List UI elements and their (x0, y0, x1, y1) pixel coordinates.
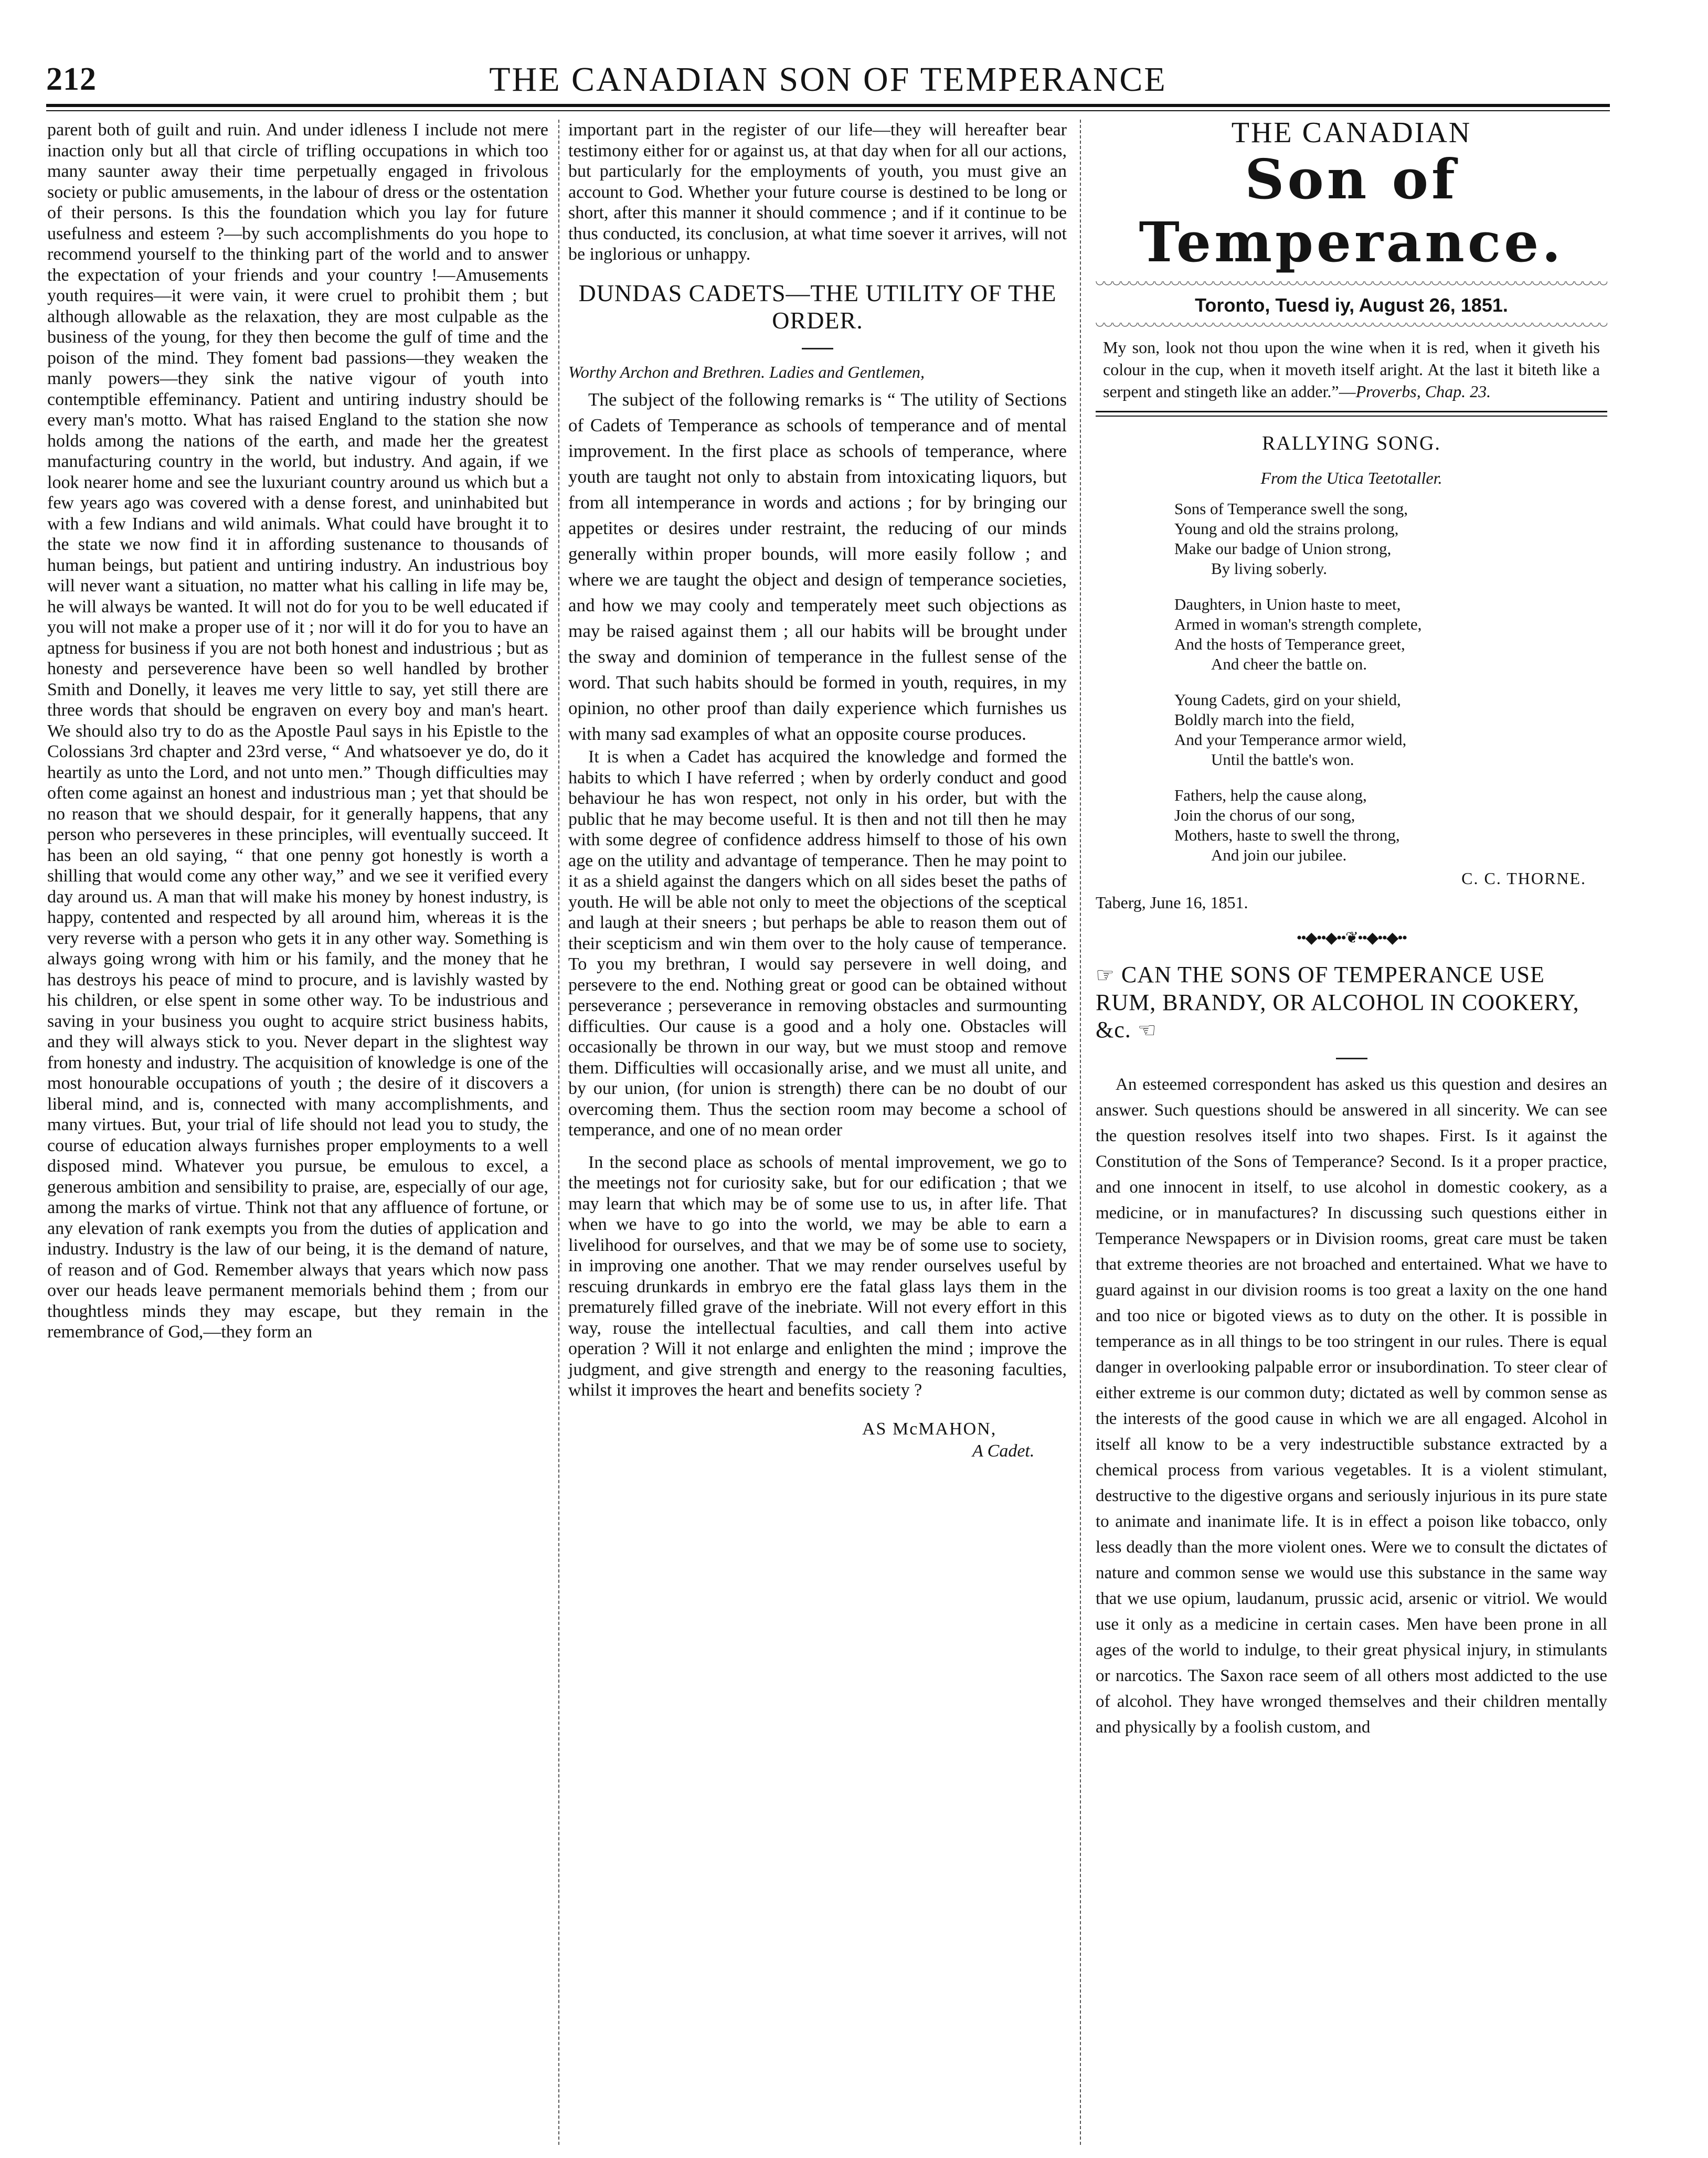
poem-stanza (1174, 499, 1607, 579)
poem-stanza (1174, 690, 1607, 770)
article-paragraph: In the second place as schools of mental improvement, we go to the meetings not for curiosity sake, but for our edification ; that we may learn that which may be of some use to us, in after life. That when we have to go into the world, we may be able to earn a livelihood for ourselves, and that we may be of some use to society, in improving one another. That we may render ourselves useful by rescuing drunkards in embryo ere the fatal glass lays them in the prematurely filled grave of the inebriate. Will not every effort in this way, rouse the intellectual faculties, and call them into active operation ? Will it not enlarge and enlighten the mind ; improve the judgment, and give strength and energy to the reasoning faculties, whilst it improves the heart and benefits society ? (568, 1152, 1067, 1400)
poem-line: And the hosts of Temperance greet, (1174, 635, 1405, 653)
article-text: parent both of guilt and ruin. And under idleness I include not mere inaction only but all that circle of trifling occupations in which too many saunter away their time perpetually engaged in frivolous society or public amusements, in the labour of dress or the ostentation of their persons. Is this the foundation which you lay for future usefulness and esteem ?—by such accomplishments do you hope to recommend yourself to the thinking part of the world and to answer the expectation of your friends and your country !—Amusements youth requires—it were vain, it were cruel to prohibit them ; but although allowable as the relaxation, they are most culpable as the business of the young, for they then become the gulf of time and the poison of the mind. They foment bad passions—they weaken the manly powers—they sink the native vigour of youth into contemptible effeminancy. Patient and untiring industry should be every man's motto. What has raised England to the station she now holds among the nations of the earth, and made her the greatest manufacturing country in the world, but industry. And again, if we look nearer home and see the luxuriant country around us which but a few years ago was covered with a dense forest, and uninhabited but with a few Indians and wild animals. What could have brought it to the state we now find it in affording sustenance to thousands of human beings, but patient and untiring industry. An industrious boy will never want a situation, no matter what his calling in life may be, he will always be wanted. It will not do for you to be well educated if you will not make a proper use of it ; nor will it do for you to have an aptness for business if you are not both honest and industrious ; but as honesty and perseverence have been so well handled by brother Smith and Donelly, it leaves me very little to say, yet still there are three words that should be engraven on every boy and man's heart. We should also try to do as the Apostle Paul says in his Epistle to the Colossians 3rd chapter and 23rd verse, “ And whatsoever ye do, do it heartily as unto the Lord, and not unto men.” Though difficulties may often come against an honest and industrious man ; yet that should be no reason that we should despair, for it generally happens, that any person who perseveres in these principles, will eventually succeed. It has been an old saying, “ that one penny got honestly is worth a shilling that would come any other way,” and we see it verified every day around us. A man that will make his money by honest industry, is happy, contented and respected by all around him, whereas it is the very reverse with a person who gets it in any other way. Something is always going wrong with him or his family, and the money that he has destroys his peace of mind to procure, and is lavishly wasted by his children, or else spent in some other way. To be industrious and saving in your business you ought to acquire strict business habits, and they will always stick to you. Never depart in the slightest way from honesty and industry. The acquisition of knowledge is one of the most honourable occupations of youth ; the desire of it discovers a liberal mind, and is, connected with many accomplishments, and many virtues. But, your trial of life should not lead you to study, the course of education always furnishes proper employments to a well disposed mind. Whatever you pursue, be emulous to excel, a generous ambition and sensibility to praise, are, especially of our age, among the marks of virtue. Think not that any affluence of fortune, or any elevation of rank exempts you from the duties of application and industry. Industry is the law of our being, it is the demand of nature, of reason and of God. Remember always that years which now pass over our heads leave permanent memorials behind them ; from our thoughtless minds they may escape, but they remain in the remembrance of God,—they form an (47, 120, 548, 1342)
masthead-top: THE CANADIAN (1231, 116, 1472, 149)
poem-line: By living soberly. (1211, 559, 1328, 578)
article-paragraph: The subject of the following remarks is “ The utility of Sections of Cadets of Temperance as schools of temperance and of mental improvement. In the first place as schools of temperance, where youth are taught not only to abstain from intoxicating liquors, but from all intemperance in words and actions ; for by bringing our appetites or desires under restraint, the reducing of our minds generally within proper bounds, will more easily follow ; and where we are taught the object and design of temperance societies, and how we may cooly and temperately meet such objections as may be raised against them ; all our habits will be brought under the sway and dominion of temperance in the fullest sense of the word. That such habits should be formed in youth, requires, in my opinion, no other proof than daily experience which furnishes us with many sad examples of what an opposite course produces. (568, 389, 1067, 744)
salutation: Worthy Archon and Brethren. Ladies and Gentlemen, (568, 362, 925, 381)
poem-line: Join the chorus of our song, (1174, 806, 1355, 824)
poem-title: RALLYING SONG. (1262, 432, 1441, 454)
poem-author: C. C. THORNE. (1461, 869, 1586, 888)
poem-stanza (1174, 594, 1607, 674)
column-divider (1080, 120, 1081, 2145)
article-headline (1096, 961, 1607, 1044)
poem-line: Armed in woman's strength complete, (1174, 615, 1422, 633)
header-rule (46, 104, 1610, 107)
poem-line: Mothers, haste to swell the throng, (1174, 826, 1400, 844)
poem-line: Young Cadets, gird on your shield, (1174, 690, 1401, 709)
headline-rule (1336, 1058, 1367, 1059)
column-3 (1096, 116, 1607, 1740)
poem-place-date: Taberg, June 16, 1851. (1096, 892, 1248, 912)
page-header (46, 57, 1610, 104)
poem-line: Fathers, help the cause along, (1174, 786, 1367, 804)
masthead-title: Son of Temperance. (1139, 146, 1564, 274)
page-number: 212 (46, 61, 97, 97)
article-body: An esteemed correspondent has asked us this question and desires an answer. Such questions should be answered in all sincerity. We can see the question resolves itself into two shapes. First. Is it against the Constitution of the Sons of Temperance? Second. Is it a proper practice, and one innocent in itself, to use alcohol in domestic cookery, as a medicine, or in manufactures? In discussing such questions either in Temperance Newspapers or in Division rooms, great care must be taken that extreme theories are not broached and entertained. What we have to guard against in our division rooms is too great a laxity on the one hand and too nice or bigoted views as to duty on the other. It is possible in temperance as in all things to be too stringent in our rules. There is equal danger in overlooking palpable error or insubordination. To steer clear of either extreme is our common duty; dictated as well by common sense as the interests of the good cause in which we are all engaged. Alcohol in itself all know to be a very indestructible substance extracted by a chemical process from various vegetables. It is a violent stimulant, destructive to the digestive organs and seriously injurious in its pure state to animate and inanimate life. It is in effect a poison like tobacco, only less deadly than the more violent ones. Were we to consult the dictates of nature and common sense we would use this substance in the same way that we use opium, laudanum, prussic acid, arsenic or vitriol. We would use it only as a medicine in certain cases. Men have been prone in all ages of the world to indulge, to their great physical injury, in stimulants or narcotics. The Saxon race seem of all others most addicted to the use of alcohol. They have wronged themselves and their children mentally and physically by a foolish custom, and (1096, 1075, 1607, 1737)
article-paragraph: It is when a Cadet has acquired the knowledge and formed the habits to which I have referred ; when by orderly conduct and good behaviour he has won respect, not only in his order, but with the public that he may become useful. It is then and not till then he may with some degree of confidence address himself to those of his own age on the utility and advantage of temperance. Then he may point to it as a shield against the dangers which on all sides beset the paths of youth. He will be able not only to meet the objections of the sceptical and laugh at their sneers ; but perhaps be able to reason them out of their scepticism and win them over to the holy cause of temperance. To you my brethran, I would say persevere in well doing, and persevere to the end. Nothing great or good can be obtained without perseverance ; perseverance in removing obstacles and surmounting difficulties. Our cause is a good and a holy one. Obstacles will occasionally be thrown in our way, but we must stoop and remove them. Difficulties will occasionally arise, and we must all unite, and by our union, (for union is strength) there can be no doubt of our overcoming them. Thus the section room may become a school of temperance, and one of no mean order (568, 747, 1067, 1140)
poem-source: From the Utica Teetotaller. (1260, 468, 1442, 487)
column-1 (47, 120, 548, 1343)
poem-line: And join our jubilee. (1211, 846, 1347, 864)
epigraph-source: Proverbs, Chap. 23. (1355, 382, 1491, 401)
poem-line: Boldly march into the field, (1174, 710, 1355, 729)
signature (568, 1419, 1067, 1471)
article-continuation: important part in the register of our life—they will hereafter bear testimony either for or against us, at that day when for all our actions, but particularly for the employments of youth, you must give an account to God. Whether your future course is destined to be long or short, after this manner it should commence ; and if it continue to be thus conducted, its conclusion, at what time soever it arrives, will not be inglorious or unhappy. (568, 120, 1067, 264)
epigraph-text: My son, look not thou upon the wine when it is red, when it giveth his colour in the cup, when it moveth itself aright. At the last it biteth like a serpent and stingeth like an adder.”— (1103, 338, 1600, 401)
pointing-hand-icon: ☜ (1137, 1018, 1157, 1042)
poem-line: Make our badge of Union strong, (1174, 539, 1392, 558)
poem-line: Young and old the strains prolong, (1174, 519, 1399, 538)
poem-stanza (1174, 785, 1607, 865)
poem-line: Until the battle's won. (1211, 750, 1354, 769)
article-headline-text: CAN THE SONS OF TEMPERANCE USE RUM, BRANDY, OR ALCOHOL IN COOKERY, &c. (1096, 961, 1579, 1043)
poem-line: And your Temperance armor wield, (1174, 730, 1407, 749)
headline-rule (802, 348, 833, 349)
dateline: Toronto, Tuesd iy, August 26, 1851. (1195, 294, 1508, 316)
running-title: THE CANADIAN SON OF TEMPERANCE (489, 60, 1167, 99)
poem-line: Sons of Temperance swell the song, (1174, 499, 1408, 518)
header-rule-thin (46, 110, 1610, 111)
poem-line: Daughters, in Union haste to meet, (1174, 595, 1401, 613)
signature-role: A Cadet. (972, 1441, 1035, 1461)
ornamental-divider: ••◆••◆••❦••◆••◆•• (1296, 929, 1407, 947)
column-2 (568, 120, 1067, 1471)
wavy-rule (1096, 281, 1607, 290)
article-headline: DUNDAS CADETS—THE UTILITY OF THE ORDER. (578, 279, 1057, 334)
wavy-rule (1096, 323, 1607, 331)
section-rule (1096, 411, 1607, 417)
column-divider (558, 120, 559, 2145)
signature-name: AS McMAHON, (862, 1419, 997, 1439)
poem-line: And cheer the battle on. (1211, 655, 1367, 673)
pointing-hand-icon: ☞ (1096, 963, 1115, 987)
epigraph (1103, 336, 1600, 402)
